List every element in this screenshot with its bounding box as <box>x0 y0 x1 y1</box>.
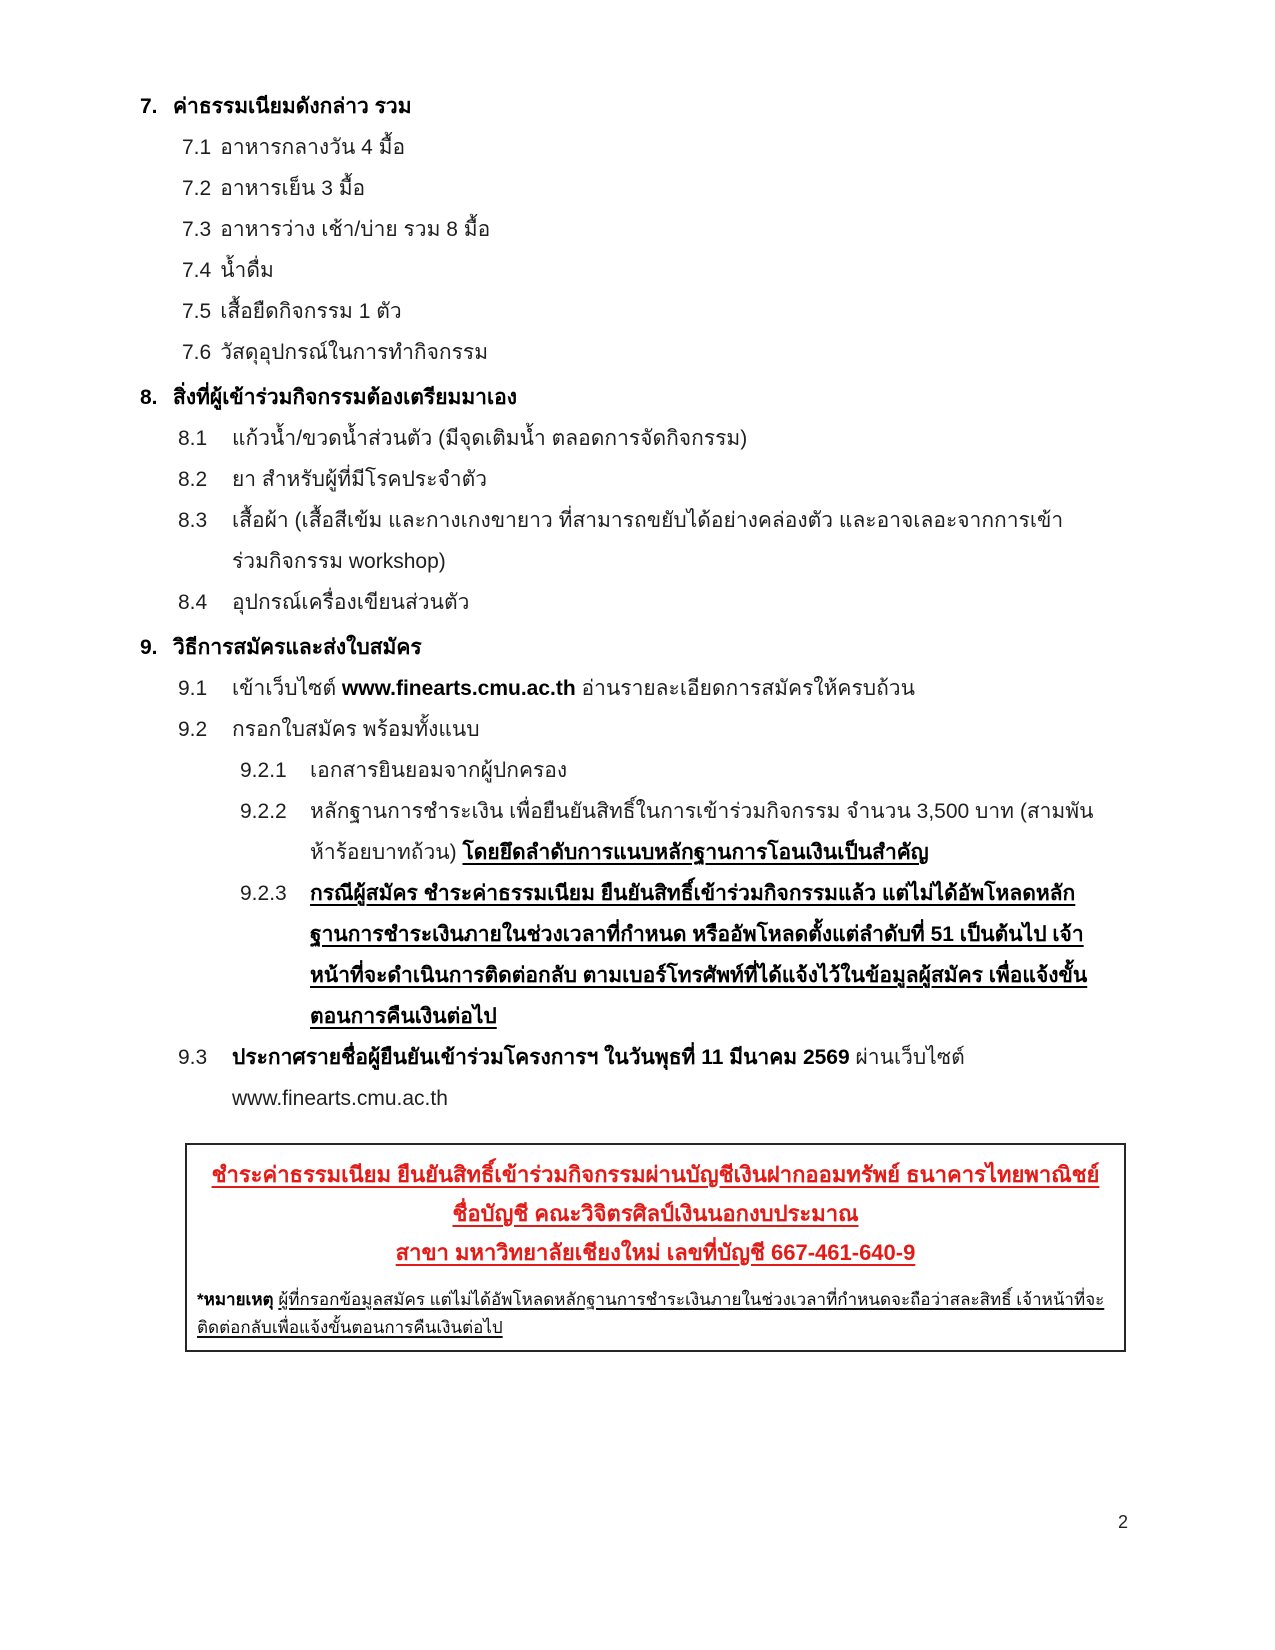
section-8-number: 8. <box>140 386 158 409</box>
section-9-number: 9. <box>140 636 158 659</box>
page-number: 2 <box>1118 1512 1129 1532</box>
item-number: 7.1 <box>182 136 212 159</box>
item-number: 9.2.3 <box>240 882 287 905</box>
section-7-heading <box>140 86 1100 127</box>
list-item-8-3 <box>140 500 1100 582</box>
list-item-7-4 <box>140 250 1100 291</box>
payment-line-bank: ชำระค่าธรรมเนียม ยืนยันสิทธิ์เข้าร่วมกิจกรรมผ่านบัญชีเงินฝากออมทรัพย์ ธนาคารไทยพาณิชย์ <box>211 1162 1100 1187</box>
item-text: น้ำดื่ม <box>220 259 274 282</box>
payment-line-account-name: ชื่อบัญชี คณะวิจิตรศิลป์เงินนอกงบประมาณ <box>452 1201 859 1226</box>
item-text: กรอกใบสมัคร พร้อมทั้งแนบ <box>232 718 480 741</box>
item-text: อาหารเย็น 3 มื้อ <box>220 177 366 200</box>
item-text: เอกสารยินยอมจากผู้ปกครอง <box>310 759 568 782</box>
item-text: อุปกรณ์เครื่องเขียนส่วนตัว <box>232 591 470 614</box>
section-9-title: วิธีการสมัครและส่งใบสมัคร <box>173 636 422 659</box>
list-item-7-3 <box>140 209 1100 250</box>
list-item-7-1 <box>140 127 1100 168</box>
list-item-7-2 <box>140 168 1100 209</box>
list-item-7-5 <box>140 291 1100 332</box>
item-number: 7.3 <box>182 218 212 241</box>
payment-info-box <box>185 1143 1126 1352</box>
section-8-heading <box>140 377 1100 418</box>
list-item-8-1 <box>140 418 1100 459</box>
item-number: 7.6 <box>182 341 212 364</box>
item-number: 9.1 <box>178 677 208 700</box>
payment-line-branch-account-number: สาขา มหาวิทยาลัยเชียงใหม่ เลขที่บัญชี 667-461-640-9 <box>395 1240 916 1265</box>
list-item-8-4 <box>140 582 1100 623</box>
item-text: วัสดุอุปกรณ์ในการทำกิจกรรม <box>220 341 489 364</box>
item-number: 7.5 <box>182 300 212 323</box>
item-number: 8.3 <box>178 509 208 532</box>
item-number: 9.2.1 <box>240 759 287 782</box>
item-number: 9.3 <box>178 1046 208 1069</box>
list-item-8-2 <box>140 459 1100 500</box>
list-item-7-6 <box>140 332 1100 373</box>
section-7-title: ค่าธรรมเนียมดังกล่าว รวม <box>173 95 412 118</box>
item-text: กรณีผู้สมัคร ชำระค่าธรรมเนียม ยืนยันสิทธิ์เข้าร่วมกิจกรรมแล้ว แต่ไม่ได้อัพโหลดหลักฐานการชำระเงินภายในช่วงเวลาที่กำหนด หรืออัพโหลดตั้งแต่ลำดับที่ 51 เป็นต้นไป เจ้าหน้าที่จะดำเนินการติดต่อกลับ ตามเบอร์โทรศัพท์ที่ได้แจ้งไว้ในข้อมูลผู้สมัคร เพื่อแจ้งขั้นตอนการคืนเงินต่อไป <box>310 882 1088 1028</box>
item-number: 8.1 <box>178 427 208 450</box>
item-number: 7.2 <box>182 177 212 200</box>
item-text: ยา สำหรับผู้ที่มีโรคประจำตัว <box>232 468 488 491</box>
list-item-9-2-1 <box>140 750 1100 791</box>
list-item-9-1 <box>140 668 1100 709</box>
section-7-number: 7. <box>140 95 158 118</box>
item-text: อาหารว่าง เช้า/บ่าย รวม 8 มื้อ <box>220 218 491 241</box>
item-text: เข้าเว็บไซต์ www.finearts.cmu.ac.th อ่านรายละเอียดการสมัครให้ครบถ้วน <box>232 677 915 700</box>
item-text: เสื้อผ้า (เสื้อสีเข้ม และกางเกงขายาว ที่สามารถขยับได้อย่างคล่องตัว และอาจเลอะจากการเข้าร่วมกิจกรรม workshop) <box>232 509 1064 573</box>
item-text: เสื้อยืดกิจกรรม 1 ตัว <box>220 300 402 323</box>
section-9-heading <box>140 627 1100 668</box>
list-item-9-3 <box>140 1037 1100 1119</box>
section-8-title: สิ่งที่ผู้เข้าร่วมกิจกรรมต้องเตรียมมาเอง <box>173 386 518 409</box>
item-number: 9.2.2 <box>240 800 287 823</box>
list-item-9-2-3 <box>140 873 1100 1037</box>
document-body <box>140 86 1105 1352</box>
item-number: 7.4 <box>182 259 212 282</box>
list-item-9-2 <box>140 709 1100 750</box>
payment-note: *หมายเหตุ ผู้ที่กรอกข้อมูลสมัคร แต่ไม่ได้อัพโหลดหลักฐานการชำระเงินภายในช่วงเวลาที่กำหนดจะถือว่าสละสิทธิ์ เจ้าหน้าที่จะติดต่อกลับเพื่อแจ้งขั้นตอนการคืนเงินต่อไป <box>197 1290 1105 1337</box>
item-number: 8.4 <box>178 591 208 614</box>
list-item-9-2-2 <box>140 791 1100 873</box>
item-number: 9.2 <box>178 718 208 741</box>
item-text: หลักฐานการชำระเงิน เพื่อยืนยันสิทธิ์ในการเข้าร่วมกิจกรรม จำนวน 3,500 บาท (สามพันห้าร้อยบาทถ้วน) โดยยึดลำดับการแนบหลักฐานการโอนเงินเป็นสำคัญ <box>310 800 1094 864</box>
item-text: ประกาศรายชื่อผู้ยืนยันเข้าร่วมโครงการฯ ในวันพุธที่ 11 มีนาคม 2569 ผ่านเว็บไซต์ www.finearts.cmu.ac.th <box>232 1046 965 1110</box>
item-text: อาหารกลางวัน 4 มื้อ <box>220 136 406 159</box>
item-number: 8.2 <box>178 468 208 491</box>
item-text: แก้วน้ำ/ขวดน้ำส่วนตัว (มีจุดเติมน้ำ ตลอดการจัดกิจกรรม) <box>232 427 748 450</box>
